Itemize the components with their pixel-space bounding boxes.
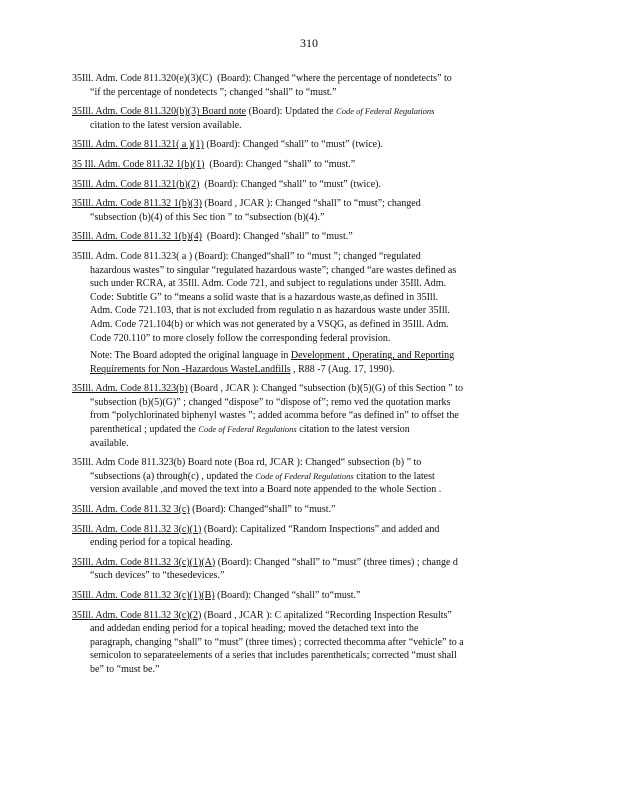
cfr-title: Code of Federal Regulations bbox=[336, 106, 435, 117]
entry-text: paragraph, changing “shall” to “must” (three times) ; corrected thecomma after “vehicle” to a bbox=[90, 636, 464, 648]
entry-text: citation to the latest version bbox=[296, 424, 410, 436]
code-reference: 35Ill. Adm. Code 811.32 3(c)(1)(B) bbox=[72, 590, 215, 601]
entry-text: (Board): Updated the bbox=[248, 106, 337, 118]
code-reference: 35Ill. Adm. Code 811.320(b)(3) Board note bbox=[72, 106, 247, 118]
entry-text: (Board): Changed “shall” to “must.” bbox=[209, 158, 356, 170]
entry-text: available. bbox=[90, 437, 129, 449]
entry-text: and addedan ending period for a topical heading; moved the detached text into the bbox=[90, 623, 419, 635]
entry-text: from “polychlorinated biphenyl wastes ”; added acomma before “as defined in” to offset the bbox=[90, 410, 459, 422]
entry-text: version available ,and moved the text into a Board note appended to the whole Section . bbox=[90, 484, 442, 496]
history-entry bbox=[72, 503, 542, 517]
entry-text: (Board): Changed “where the percentage of nondetects” to bbox=[217, 73, 452, 84]
history-entry bbox=[72, 178, 542, 192]
history-entry bbox=[72, 250, 542, 345]
entry-text: (Board): Changed “shall” to “must” (twice). bbox=[204, 178, 382, 190]
code-reference: 35Ill. Adm. Code 811.32 1(b)(4) bbox=[72, 231, 202, 243]
entry-text: such under RCRA, at 35Ill. Adm. Code 721, and subject to regulations under 35Ill. Adm. bbox=[90, 278, 447, 290]
entry-text: Adm. Code 721.104(b) or which was not generated by a VSQG, as defined in 35Ill. Adm. bbox=[90, 318, 449, 330]
entry-text: (Board , JCAR ): C apitalized “Recording Inspection Results” bbox=[203, 609, 452, 621]
entry-text: (Board): Changed“shall” to “must ”; changed “regulated bbox=[194, 250, 421, 262]
entry-text: Adm. Code 721.103, that is not excluded from regulatio n as hazardous waste under 35Ill. bbox=[90, 305, 450, 317]
entry-text: (Board): Changed “shall” to “must” (three times) ; change d bbox=[217, 556, 458, 568]
history-entry bbox=[72, 456, 542, 497]
entry-text: citation to the latest version available. bbox=[90, 119, 242, 131]
code-reference: 35Ill. Adm. Code 811.321(b)(2) bbox=[72, 178, 200, 190]
board-note bbox=[90, 349, 542, 376]
entry-text: “subsection (b)(5)(G)” ; changed “dispose” to “dispose of”; remo ved the quotation marks bbox=[90, 396, 451, 408]
entry-text: citation to the latest bbox=[353, 470, 435, 482]
entry-text: Code: Subtitle G” to “means a solid waste that is a hazardous waste,as defined in 35Ill. bbox=[90, 291, 438, 303]
entry-text: “subsection (b)(4) of this Sec tion ” to “subsection (b)(4).” bbox=[90, 211, 325, 223]
page-number: 310 bbox=[300, 36, 318, 50]
code-reference: 35Ill. Adm. Code 811.32 3(c)(1) bbox=[72, 523, 202, 535]
entry-text: “such devices” to “thesedevices.” bbox=[90, 570, 225, 582]
entry-text: (Board): Changed“shall” to “must.” bbox=[192, 504, 336, 516]
proceeding-title: Requirements for Non -Hazardous WasteLandfills bbox=[90, 363, 291, 375]
code-reference: 35Ill. Adm. Code 811.323(b) bbox=[72, 383, 188, 395]
history-entry bbox=[72, 72, 542, 99]
code-reference: 35Ill. Adm. Code 811.32 3(c)(1)(A) bbox=[72, 556, 216, 568]
entry-text: (Board): Changed “shall” to “must” (twice). bbox=[206, 139, 383, 151]
history-entry bbox=[72, 609, 542, 677]
entry-text: (Board): Capitalized “Random Inspections” and added and bbox=[203, 523, 440, 535]
code-reference: 35Ill. Adm. Code 811.32 1(b)(3) bbox=[72, 198, 202, 210]
history-entry bbox=[72, 523, 542, 550]
note-text: , R88 -7 (Aug. 17, 1990). bbox=[290, 363, 395, 375]
code-reference: 35Ill. Adm. Code 811.32 3(c)(2) bbox=[72, 609, 202, 621]
history-entry bbox=[72, 105, 542, 132]
entry-text: hazardous wastes” to singular “regulated hazardous waste”; changed “are wastes defined as bbox=[90, 264, 457, 276]
cfr-title: Code of Federal Regulations bbox=[255, 470, 354, 481]
entry-text: “if the percentage of nondetects ”; changed “shall” to “must.” bbox=[90, 86, 337, 98]
cfr-title: Code of Federal Regulations bbox=[198, 424, 297, 435]
history-entry bbox=[72, 556, 542, 583]
history-entry bbox=[72, 230, 542, 244]
history-entry bbox=[72, 589, 542, 603]
entry-text: (Board): Changed “shall” to “must.” bbox=[206, 231, 353, 243]
entry-text: semicolon to separateelements of a series that includes parentheticals; corrected “must shall bbox=[90, 650, 457, 662]
code-reference: 35Ill. Adm. Code 811.323( a ) bbox=[72, 250, 193, 262]
entry-text: (Board , JCAR ): Changed “shall” to “must”; changed bbox=[204, 198, 421, 210]
entry-text: (Boa rd, JCAR ): Changed“ subsection (b) ” to bbox=[234, 457, 422, 469]
code-reference: 35Ill. Adm. Code 811.32 3(c) bbox=[72, 504, 190, 516]
history-entry bbox=[72, 138, 542, 152]
entry-text: (Board , JCAR ): Changed “subsection (b)(5)(G) of this Section ” to bbox=[190, 383, 463, 395]
code-reference: 35Ill. Adm. Code 811.320(e)(3)(C) bbox=[72, 73, 213, 84]
proceeding-title: Development , Operating, and Reporting bbox=[290, 350, 455, 362]
history-notes bbox=[72, 72, 542, 683]
entry-text: “subsections (a) through(c) , updated the bbox=[90, 470, 256, 482]
entry-text: Code 720.110” to more closely follow the corresponding federal provision. bbox=[90, 332, 391, 344]
entry-text: be” to “must be.” bbox=[90, 663, 160, 675]
history-entry bbox=[72, 382, 542, 450]
code-reference: 35Ill. Adm Code 811.323(b) Board note bbox=[72, 457, 232, 469]
entry-text: (Board): Changed “shall” to“must.” bbox=[217, 590, 361, 601]
note-text: Note: The Board adopted the original language in bbox=[90, 350, 291, 362]
code-reference: 35 Ill. Adm. Code 811.32 1(b)(1) bbox=[72, 158, 205, 170]
history-entry bbox=[72, 158, 542, 172]
history-entry bbox=[72, 197, 542, 224]
code-reference: 35Ill. Adm. Code 811.321( a )(1) bbox=[72, 139, 204, 151]
entry-text: ending period for a topical heading. bbox=[90, 537, 233, 549]
entry-text: parenthetical ; updated the bbox=[90, 424, 199, 436]
